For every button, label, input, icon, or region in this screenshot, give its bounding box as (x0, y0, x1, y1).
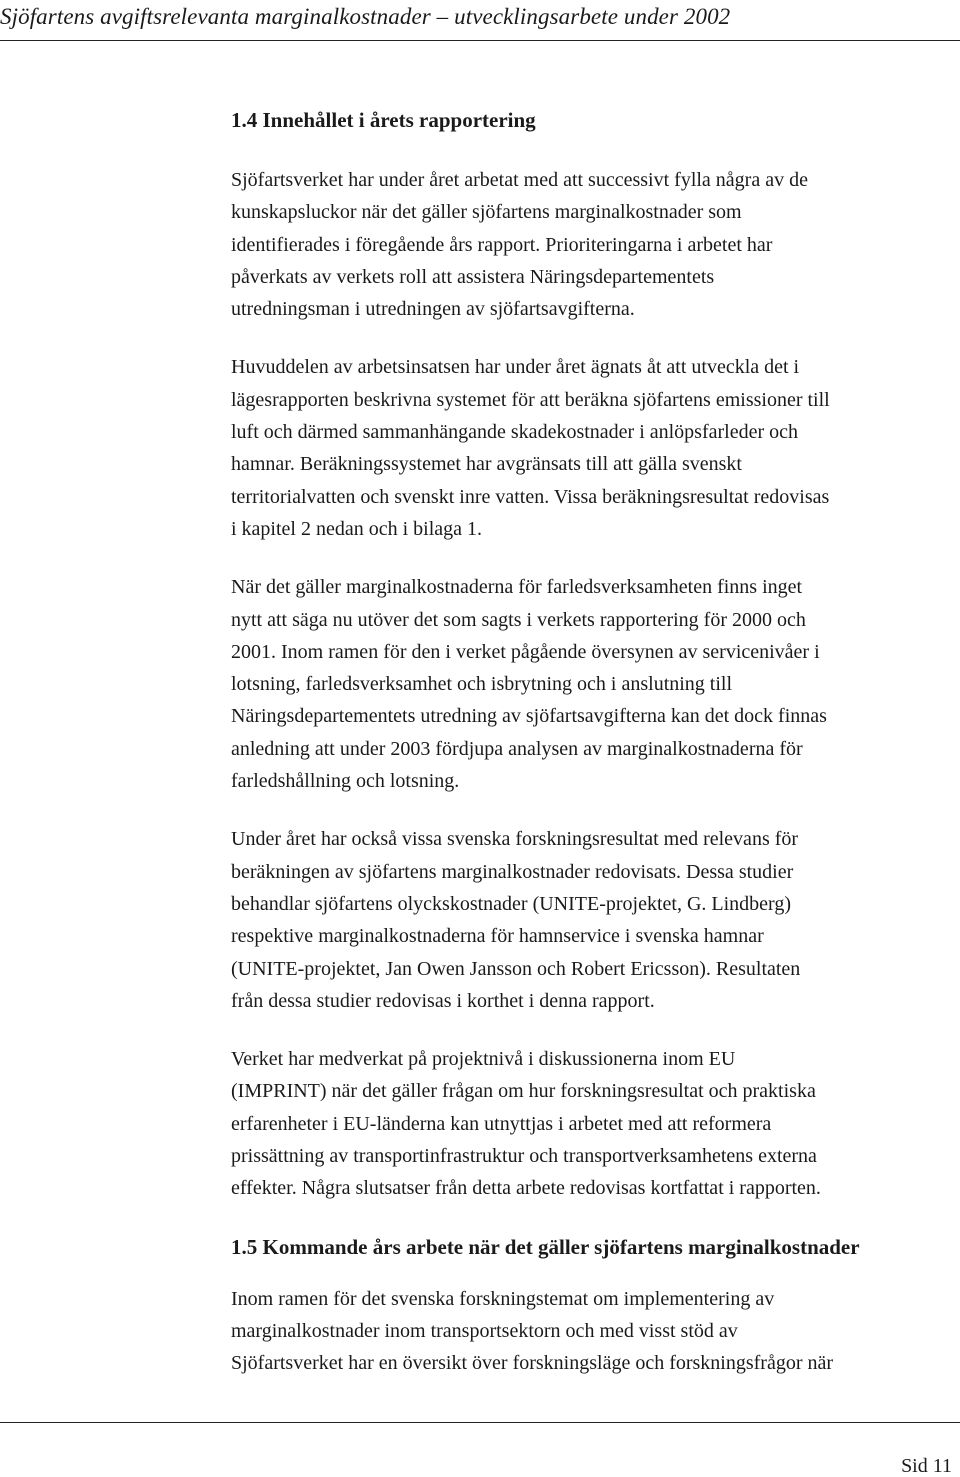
section-heading-1-5: 1.5 Kommande års arbete när det gäller sjöfartens marginalkostnader (231, 1234, 860, 1259)
paragraph: Sjöfartsverket har under året arbetat med att successivt fylla några av de kunskapsluckor när det gäller sjöfartens marginalkostnader som identifierades i föregående års rapport. Prioriteringarna i arbetet har påverkats av verkets roll att assistera Näringsdepartementets utredningsman i utredningen av sjöfartsavgifterna. (231, 169, 808, 321)
running-header: Sjöfartens avgiftsrelevanta marginalkostnader – utvecklingsarbete under 2002 (0, 4, 731, 29)
paragraph: Inom ramen för det svenska forskningstemat om implementering av marginalkostnader inom transportsektorn och med visst stöd av Sjöfartsverket har en översikt över forskningsläge och forskningsfrågor när (231, 1287, 834, 1375)
paragraph: När det gäller marginalkostnaderna för farledsverksamheten finns inget nytt att säga nu utöver det som sagts i verkets rapportering för 2000 och 2001. Inom ramen för den i verket pågående översynen av servicenivåer i lotsning, farledsverksamhet och isbrytning och i anslutning till Näringsdepartementets utredning av sjöfartsavgifterna kan det dock finnas anledning att under 2003 fördjupa analysen av marginalkostnaderna för farledshållning och lotsning. (231, 576, 827, 793)
paragraph: Under året har också vissa svenska forskningsresultat med relevans för beräkningen av sjöfartens marginalkostnader redovisats. Dessa studier behandlar sjöfartens olyckskostnader (UNITE-projektet, G. Lindberg) respektive marginalkostnaderna för hamnservice i svenska hamnar (UNITE-projektet, Jan Owen Jansson och Robert Ericsson). Resultaten från dessa studier redovisas i korthet i denna rapport. (231, 828, 801, 1012)
paragraph: Verket har medverkat på projektnivå i diskussionerna inom EU (IMPRINT) när det gäller frågan om hur forskningsresultat och praktiska erfarenheter i EU-länderna kan utnyttjas i arbetet med att reformera prissättning av transportinfrastruktur och transportverksamhetens externa effekter. Några slutsatser från detta arbete redovisas kortfattat i rapporten. (231, 1048, 821, 1200)
header-divider (0, 40, 960, 41)
paragraph: Huvuddelen av arbetsinsatsen har under året ägnats åt att utveckla det i lägesrapporten beskrivna systemet för att beräkna sjöfartens emissioner till luft och därmed sammanhängande skadekostnader i anlöpsfarleder och hamnar. Beräkningssystemet har avgränsats till att gälla svenskt territorialvatten och svenskt inre vatten. Vissa beräkningsresultat redovisas i kapitel 2 nedan och i bilaga 1. (231, 356, 830, 540)
page-number: Sid 11 (901, 1455, 952, 1477)
section-heading-1-4: 1.4 Innehållet i årets rapportering (231, 108, 536, 132)
footer-divider (0, 1422, 960, 1423)
document-body (231, 104, 960, 1406)
